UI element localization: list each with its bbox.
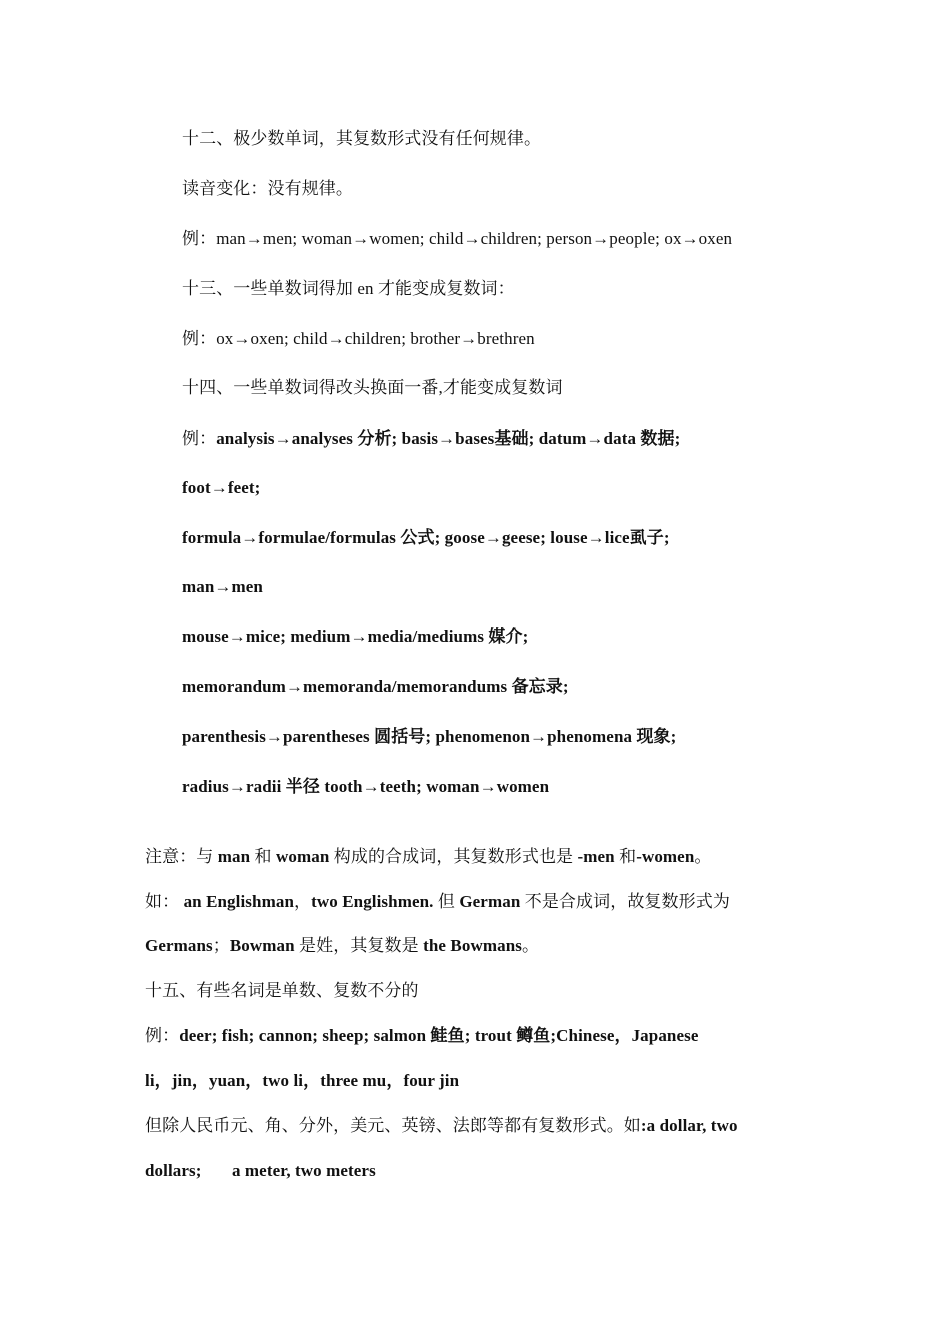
section14-example-line: radius→radii 半径 tooth→teeth; woman→women [182, 777, 550, 796]
note-text: 。 [521, 936, 540, 955]
note-text: 构成的合成词，其复数形式也是 [329, 847, 578, 866]
note-term: -women [636, 847, 695, 866]
section14-example-line: memorandum→memoranda/memorandums 备忘录; [182, 677, 569, 696]
note-term: woman [275, 847, 330, 866]
section15-exception [145, 1114, 738, 1138]
section13-example: 例：ox→oxen; child→children; brother→brethren [182, 329, 535, 348]
section15-example [145, 1024, 699, 1048]
note-line-1 [145, 845, 712, 869]
section14-example-line [182, 427, 680, 451]
note-text: 。 [694, 847, 712, 866]
note-term: Bowman [229, 936, 295, 955]
note-term: an Englishman [183, 892, 294, 911]
example-prefix: 例： [182, 429, 217, 448]
section14-example-line: parenthesis→parentheses 圆括号; phenomenon→phenomena 现象; [182, 727, 677, 746]
section14-example-line: man→men [182, 577, 263, 596]
section15-last-line: dollars; a meter, two meters [145, 1161, 376, 1180]
note-text: 如： [145, 892, 184, 911]
note-term: the Bowmans [423, 936, 522, 955]
exception-example: :a dollar, two [640, 1116, 738, 1135]
section14-heading: 十四、一些单数词得改头换面一番,才能变成复数词 [182, 378, 563, 397]
note-term: man [217, 847, 251, 866]
section14-example-line: formula→formulae/formulas 公式; goose→geese; louse→lice虱子; [182, 528, 670, 547]
note-text: 不是合成词，故复数形式为 [520, 892, 730, 911]
note-text: 和 [250, 847, 276, 866]
section14-example-line: foot→feet; [182, 478, 261, 497]
note-text: 但 [433, 892, 460, 911]
note-text: ； [212, 936, 230, 955]
section13-heading: 十三、一些单数词得加 en 才能变成复数词： [182, 279, 515, 298]
example-prefix: 例： [145, 1026, 180, 1045]
section12-example: 例：man→men; woman→women; child→children; person→people; ox→oxen [182, 229, 733, 248]
section12-pronunciation: 读音变化：没有规律。 [182, 179, 353, 198]
uncountable-plural-text: deer; fish; cannon; sheep; salmon 鲑鱼; trout 鳟鱼;Chinese，Japanese [179, 1026, 699, 1045]
irregular-plural-text: analysis→analyses 分析; basis→bases基础; datum→data 数据; [216, 429, 681, 448]
exception-text: 但除人民币元、角、分外，美元、英镑、法郎等都有复数形式。如 [145, 1116, 641, 1135]
note-term: Germans [145, 936, 213, 955]
note-text: 和 [614, 847, 637, 866]
section15-units: li，jin，yuan，two li，three mu，four jin [145, 1071, 460, 1090]
section15-heading: 十五、有些名词是单数、复数不分的 [145, 981, 419, 1000]
note-text: ， [294, 892, 312, 911]
note-term: -men [577, 847, 615, 866]
section12-heading: 十二、极少数单词，其复数形式没有任何规律。 [182, 129, 542, 148]
note-line-2 [145, 890, 730, 914]
note-text: 是姓，其复数是 [294, 936, 424, 955]
note-term: German [459, 892, 521, 911]
note-line-3 [145, 934, 539, 958]
note-term: two Englishmen. [311, 892, 434, 911]
note-text: 注意：与 [145, 847, 218, 866]
section14-example-line: mouse→mice; medium→media/mediums 媒介; [182, 627, 529, 646]
